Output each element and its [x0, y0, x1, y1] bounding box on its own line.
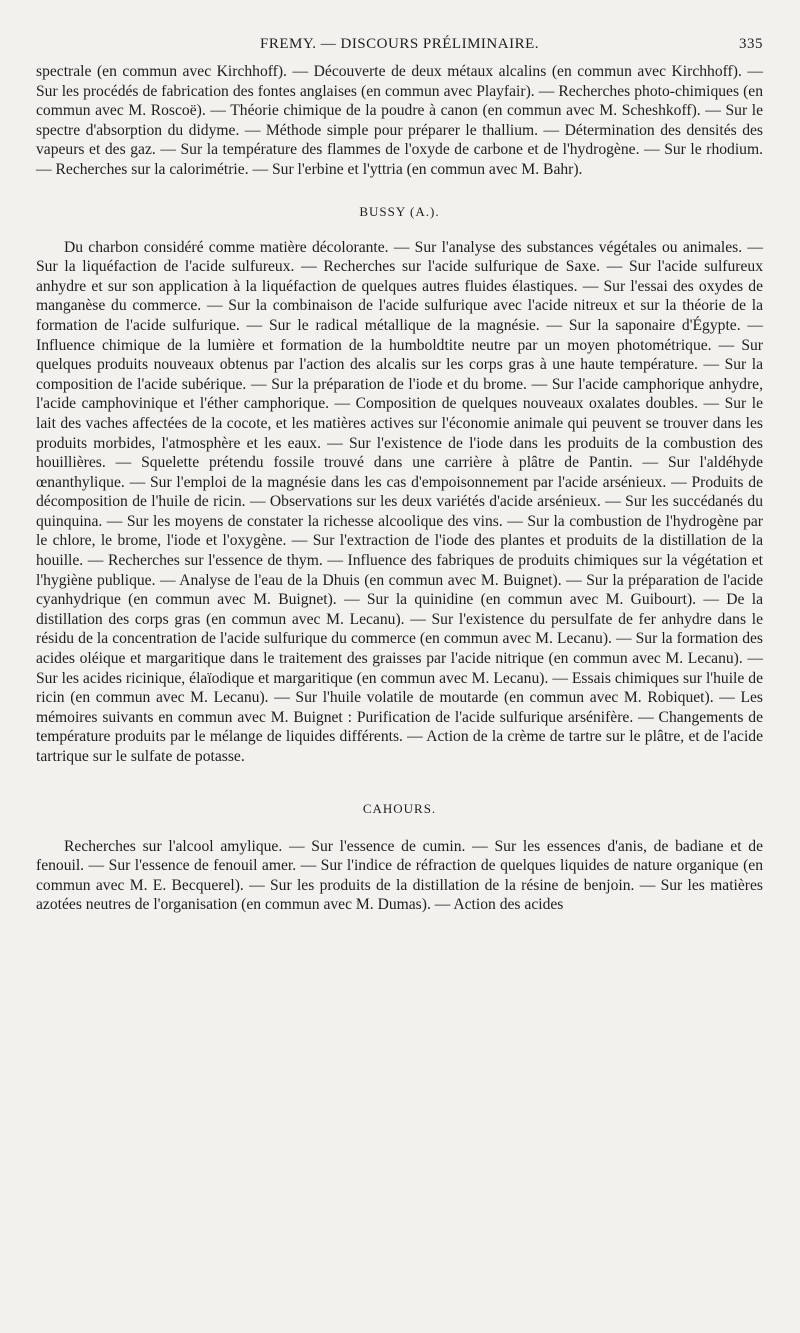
section-paragraph-bussy: Du charbon considéré comme matière décolorante. — Sur l'analyse des substances végétales ou animales. — Sur la liquéfaction de l'acide sulfureux. — Recherches sur l'acide sulfurique de Saxe. — Sur l'acide sulfureux anhydre et sur son application à la liquéfaction de quelques autres fluides élastiques. — Sur l'essai des oxydes de manganèse du commerce. — Sur la combinaison de l'acide sulfurique avec l'acide nitreux et sur la théorie de la formation de l'acide sulfurique. — Sur le radical métallique de la magnésie. — Sur la saponaire d'Égypte. — Influence chimique de la lumière et formation de la humboldtite neutre par un moyen photométrique. — Sur quelques produits nouveaux obtenus par l'action des alcalis sur les corps gras à une haute température. — Sur la composition de l'acide subérique. — Sur la préparation de l'iode et du brome. — Sur l'acide camphorique anhydre, l'acide camphovinique et l'éther camphorique. — Composition de quelques nouveaux oxalates doubles. — Sur le lait des vaches affectées de la cocote, et les matières actives sur l'économie animale qui peuvent se trouver dans les produits morbides, l'atmosphère et les eaux. — Sur l'existence de l'iode dans les produits de la combustion des houillières. — Squelette prétendu fossile trouvé dans une carrière à plâtre de Pantin. — Sur l'aldéhyde œnanthylique. — Sur l'emploi de la magnésie dans les cas d'empoisonnement par l'acide arsénieux. — Produits de décomposition de l'huile de ricin. — Observations sur les deux variétés d'acide arsénieux. — Sur les succédanés du quinquina. — Sur les moyens de constater la richesse alcoolique des vins. — Sur la combustion de l'hydrogène par le chlore, le brome, l'iode et l'oxygène. — Sur l'extraction de l'iode des plantes et produits de la distillation de la houille. — Recherches sur l'essence de thym. — Influence des fabriques de produits chimiques sur la végétation et l'hygiène publique. — Analyse de l'eau de la Dhuis (en commun avec M. Buignet). — Sur la préparation de l'acide cyanhydrique (en commun avec M. Buignet). — Sur la quinidine (en commun avec M. Guibourt). — De la distillation des corps gras (en commun avec M. Lecanu). — Sur l'existence du persulfate de fer anhydre dans le résidu de la concentration de l'acide sulfurique du commerce (en commun avec M. Lecanu). — Sur la formation des acides oléique et margaritique dans le traitement des graisses par l'acide nitrique (en commun avec M. Lecanu). — Sur les acides ricinique, élaïodique et margaritique (en commun avec M. Lecanu). — Essais chimiques sur l'huile de ricin (en commun avec M. Lecanu). — Sur l'huile volatile de moutarde (en commun avec M. Robiquet). — Les mémoires suivants en commun avec M. Buignet : Purification de l'acide sulfurique arsénifère. — Changements de température produits par le mélange de liquides différents. — Action de la crème de tartre sur le plâtre, et de l'acide tartrique sur le sulfate de potasse. [36, 238, 763, 765]
continuation-paragraph: spectrale (en commun avec Kirchhoff). — Découverte de deux métaux alcalins (en commun avec Kirchhoff). — Sur les procédés de fabrication des fontes anglaises (en commun avec Playfair). — Recherches photo-chimiques (en commun avec M. Roscoë). — Théorie chimique de la poudre à canon (en commun avec M. Scheshkoff). — Sur le spectre d'absorption du didyme. — Méthode simple pour préparer le thallium. — Détermination des densités des vapeurs et des gaz. — Sur la température des flammes de l'oxyde de carbone et de l'hydrogène. — Sur le rhodium. — Recherches sur la calorimétrie. — Sur l'erbine et l'yttria (en commun avec M. Bahr). [36, 63, 763, 178]
section-heading-cahours: CAHOURS. [362, 800, 437, 816]
section-paragraph-cahours: Recherches sur l'alcool amylique. — Sur l'essence de cumin. — Sur les essences d'anis, de badiane et de fenouil. — Sur l'essence de fenouil amer. — Sur l'indice de réfraction de quelques liquides de nature organique (en commun avec M. E. Becquerel). — Sur les produits de la distillation de la résine de benjoin. — Sur les matières azotées neutres de l'organisation (en commun avec M. Dumas). — Action des acides [36, 837, 763, 914]
section-heading-bussy: BUSSY (A.). [359, 203, 440, 219]
running-head [36, 36, 763, 62]
page-number: 335 [739, 36, 763, 52]
document-page [36, 36, 763, 915]
running-title: FREMY. — DISCOURS PRÉLIMINAIRE. [259, 36, 539, 52]
